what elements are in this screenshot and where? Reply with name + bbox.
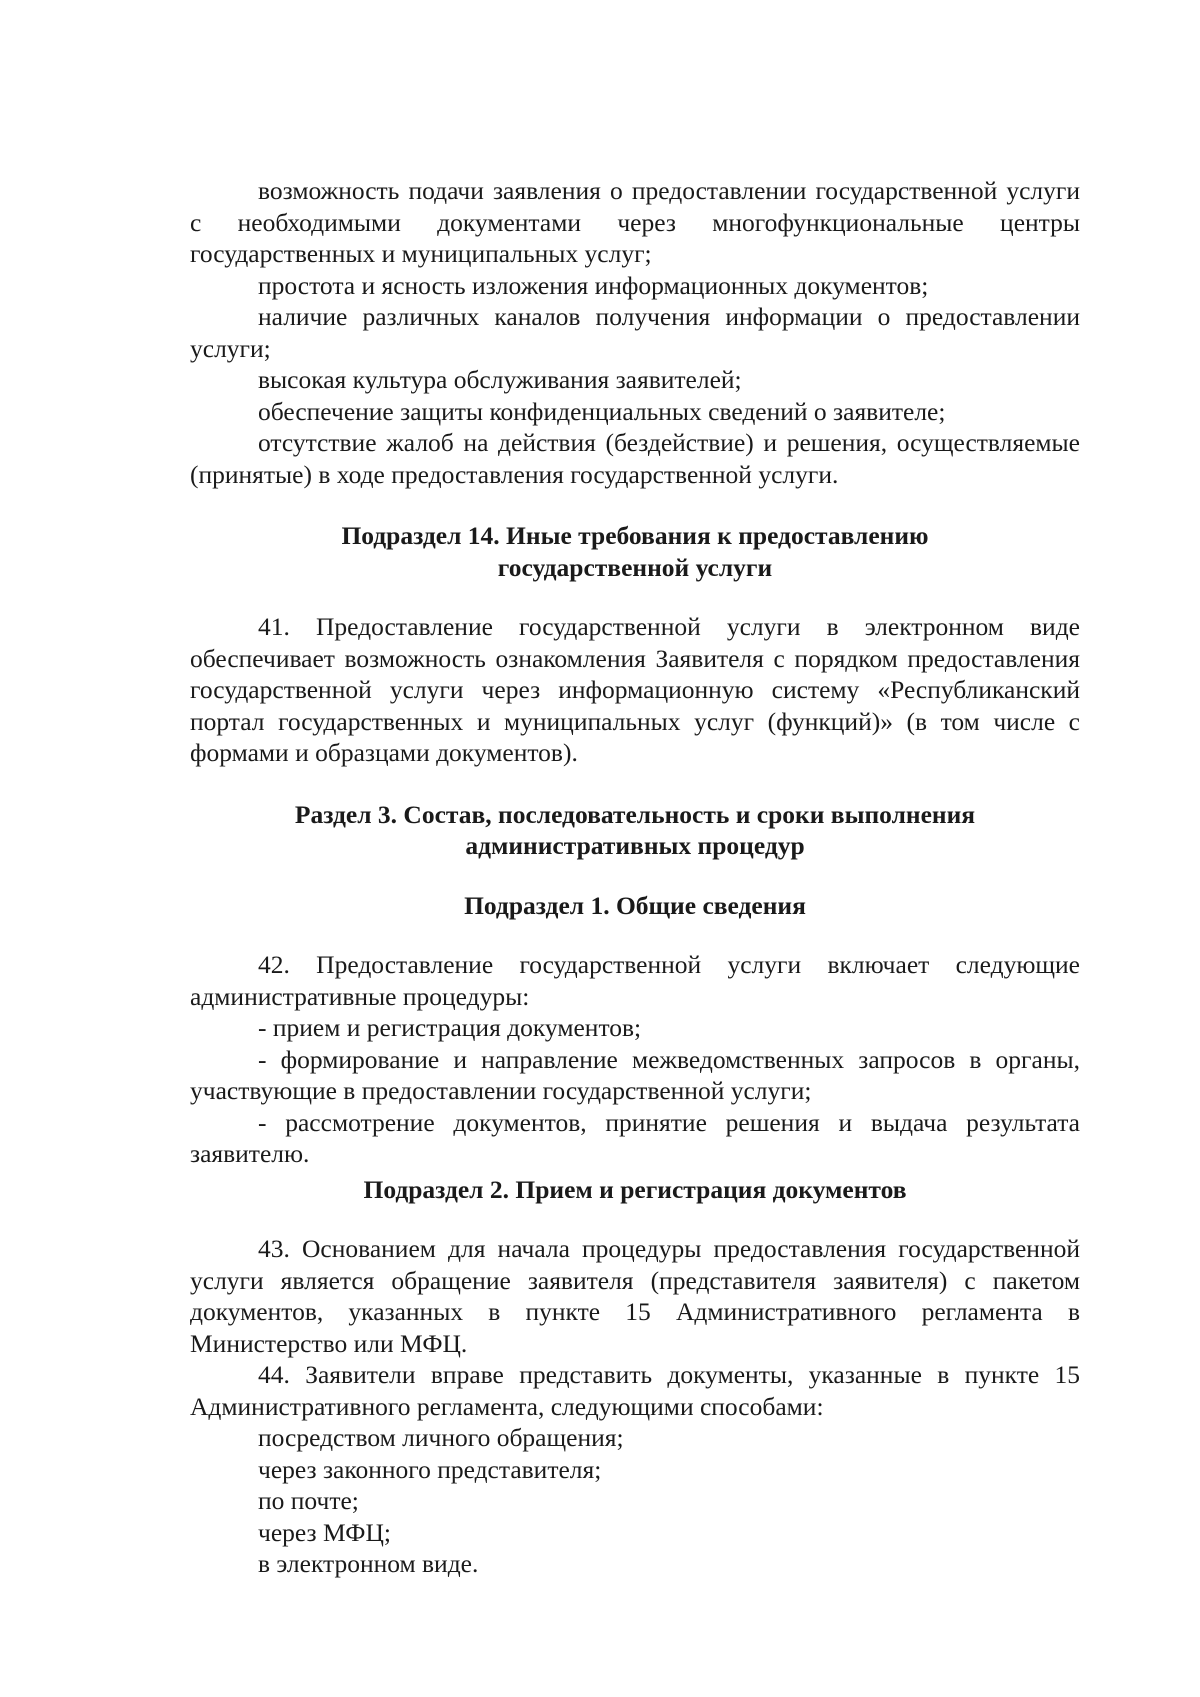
intro-item-2: простота и ясность изложения информационных документов; bbox=[258, 270, 929, 300]
spacer bbox=[190, 769, 1080, 799]
paragraph-42: 42. Предоставление государственной услуги включает следующие административные процедуры: bbox=[190, 950, 1080, 1011]
procedure-item-2: - формирование и направление межведомственных запросов в органы, участвующие в предоставлении государственной услуги; bbox=[190, 1044, 1080, 1105]
spacer bbox=[190, 862, 1080, 890]
paragraph-44: 44. Заявители вправе представить документы, указанные в пункте 15 Административного регламента, следующими способами: bbox=[190, 1360, 1080, 1421]
method-item-4: через МФЦ; bbox=[258, 1517, 391, 1547]
spacer bbox=[190, 1205, 1080, 1233]
section-3-title-line1: Раздел 3. Состав, последовательность и сроки выполнения bbox=[294, 799, 976, 829]
procedure-item-1: - прием и регистрация документов; bbox=[258, 1013, 642, 1042]
section-3-heading bbox=[190, 799, 1080, 862]
subsection-1-heading: Подраздел 1. Общие сведения bbox=[464, 890, 806, 920]
procedure-item-3: - рассмотрение документов, принятие решения и выдача результата заявителю. bbox=[190, 1107, 1080, 1168]
section-3-title-line2: административных процедур bbox=[465, 831, 805, 860]
document-page bbox=[190, 175, 1080, 1580]
paragraph-41: 41. Предоставление государственной услуги в электронном виде обеспечивает возможность ознакомления Заявителя с порядком предоставления государственной услуги через информационную систему «Республиканский портал государственных и муниципальных услуг (функций)» (в том числе с формами и образцами документов). bbox=[190, 612, 1080, 767]
intro-item-4: высокая культура обслуживания заявителей; bbox=[258, 365, 742, 394]
subsection-2-heading: Подраздел 2. Прием и регистрация документов bbox=[363, 1174, 907, 1204]
method-item-1: посредством личного обращения; bbox=[258, 1423, 624, 1452]
subsection-14-title-line2: государственной услуги bbox=[497, 552, 773, 582]
method-item-3: по почте; bbox=[258, 1486, 359, 1515]
spacer bbox=[190, 490, 1080, 520]
intro-item-3: наличие различных каналов получения информации о предоставлении услуги; bbox=[190, 302, 1080, 363]
subsection-14-heading bbox=[190, 520, 1080, 583]
spacer bbox=[190, 583, 1080, 611]
paragraph-43: 43. Основанием для начала процедуры предоставления государственной услуги является обращение заявителя (представителя заявителя) с пакетом документов, указанных в пункте 15 Административного регламента в Министерство или МФЦ. bbox=[190, 1234, 1080, 1358]
intro-item-1: возможность подачи заявления о предоставлении государственной услуги с необходимыми документами через многофункциональные центры государственных и муниципальных услуг; bbox=[190, 176, 1080, 268]
subsection-14-title-line1: Подраздел 14. Иные требования к предоставлению bbox=[341, 521, 929, 550]
intro-item-5: обеспечение защиты конфиденциальных сведений о заявителе; bbox=[258, 396, 946, 426]
intro-item-6: отсутствие жалоб на действия (бездействие) и решения, осуществляемые (принятые) в ходе предоставления государственной услуги. bbox=[190, 428, 1080, 489]
method-item-5: в электронном виде. bbox=[258, 1549, 479, 1578]
spacer bbox=[190, 921, 1080, 949]
method-item-2: через законного представителя; bbox=[258, 1454, 602, 1484]
